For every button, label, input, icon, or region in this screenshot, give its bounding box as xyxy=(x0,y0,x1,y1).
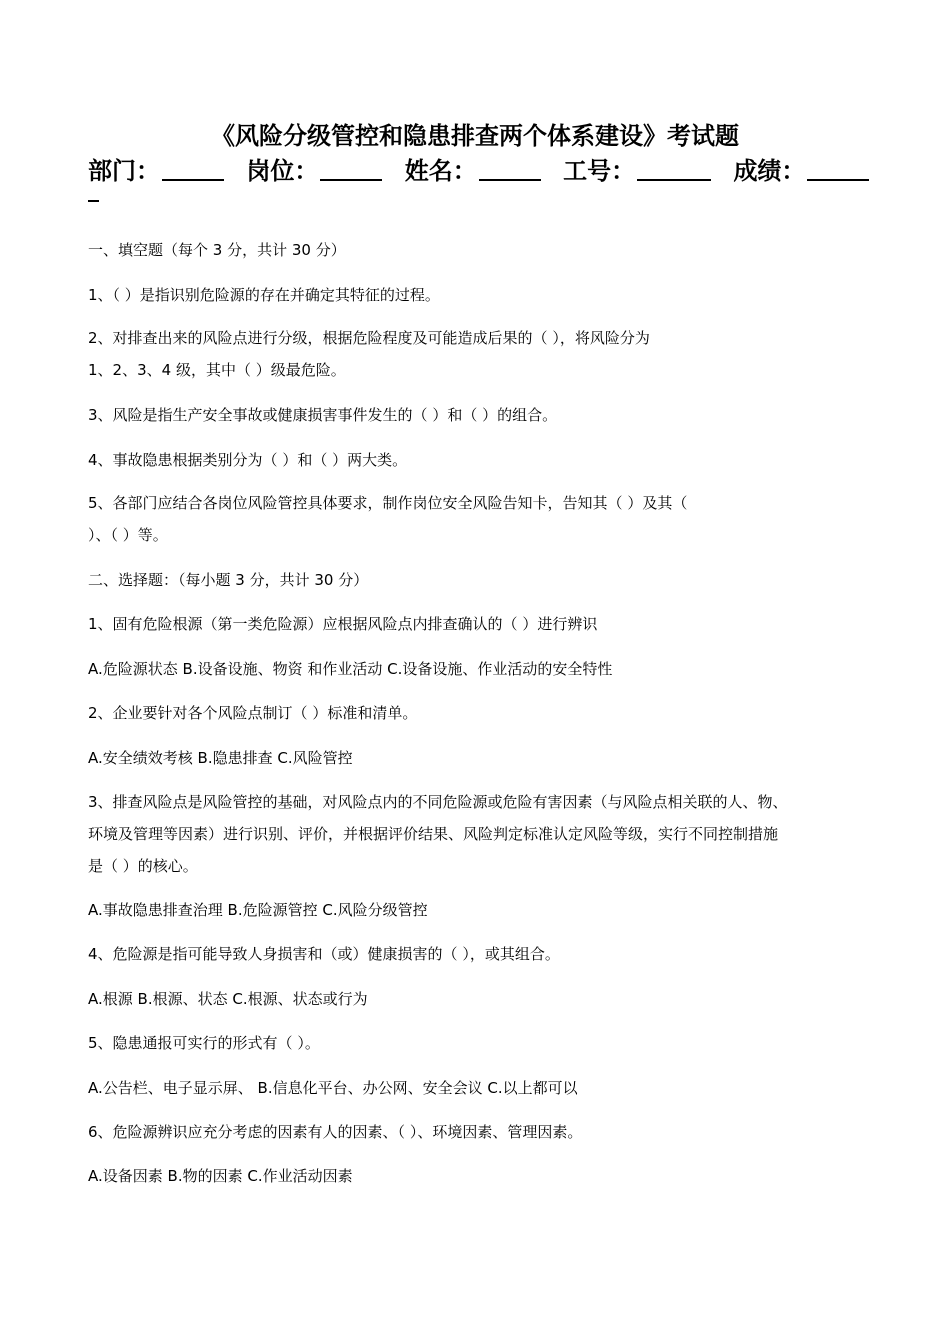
choice-question-2: 2、企业要针对各个风险点制订（ ）标准和清单。 xyxy=(88,704,418,722)
exam-title: 《风险分级管控和隐患排查两个体系建设》考试题 xyxy=(211,122,739,150)
position-blank[interactable] xyxy=(320,155,382,181)
choice-question-3-options: A.事故隐患排查治理 B.危险源管控 C.风险分级管控 xyxy=(88,901,428,919)
fill-in-question-2 xyxy=(88,322,868,386)
name-blank[interactable] xyxy=(479,155,541,181)
name-field xyxy=(405,157,541,185)
fill-in-question-1: 1、（ ）是指识别危险源的存在并确定其特征的过程。 xyxy=(88,286,440,304)
choice-question-1: 1、固有危险根源（第一类危险源）应根据风险点内排查确认的（ ）进行辨识 xyxy=(88,615,598,633)
choice-question-4: 4、危险源是指可能导致人身损害和（或）健康损害的（ ），或其组合。 xyxy=(88,945,560,963)
choice-question-5: 5、隐患通报可实行的形式有（ ）。 xyxy=(88,1034,320,1052)
fill-in-question-2-line-1: 2、对排查出来的风险点进行分级，根据危险程度及可能造成后果的（ ），将风险分为 xyxy=(88,329,650,347)
choice-question-6-options: A.设备因素 B.物的因素 C.作业活动因素 xyxy=(88,1167,353,1185)
employee-id-blank[interactable] xyxy=(637,155,711,181)
choice-question-5-options: A.公告栏、电子显示屏、 B.信息化平台、办公网、安全会议 C.以上都可以 xyxy=(88,1079,578,1097)
choice-question-4-options: A.根源 B.根源、状态 C.根源、状态或行为 xyxy=(88,990,368,1008)
fill-in-question-5 xyxy=(88,487,868,551)
employee-id-label: 工号： xyxy=(563,157,636,185)
employee-id-field xyxy=(563,157,711,185)
fill-in-question-4: 4、事故隐患根据类别分为（ ）和（ ）两大类。 xyxy=(88,451,408,469)
fill-in-question-3: 3、风险是指生产安全事故或健康损害事件发生的（ ）和（ ）的组合。 xyxy=(88,406,558,424)
score-blank-continuation xyxy=(88,200,99,202)
fill-in-question-2-line-2: 1、2、3、4 级，其中（ ）级最危险。 xyxy=(88,361,346,379)
choice-heading: 二、选择题：（每小题 3 分，共计 30 分） xyxy=(88,571,369,589)
department-blank[interactable] xyxy=(162,155,224,181)
choice-question-3 xyxy=(88,786,868,882)
fill-in-heading: 一、填空题（每个 3 分，共计 30 分） xyxy=(88,241,346,259)
name-label: 姓名： xyxy=(404,157,477,185)
position-field xyxy=(246,157,382,185)
score-field xyxy=(733,157,869,185)
score-blank[interactable] xyxy=(807,155,869,181)
choice-question-3-line-2: 环境及管理等因素）进行识别、评价，并根据评价结果、风险判定标准认定风险等级，实行不同控制措施 xyxy=(88,825,779,843)
department-label: 部门： xyxy=(88,157,160,185)
choice-question-3-line-1: 3、排查风险点是风险管控的基础，对风险点内的不同危险源或危险有害因素（与风险点相关联的人、物、 xyxy=(88,793,788,811)
choice-question-6: 6、危险源辨识应充分考虑的因素有人的因素、（ ）、环境因素、管理因素。 xyxy=(88,1123,583,1141)
choice-question-2-options: A.安全绩效考核 B.隐患排查 C.风险管控 xyxy=(88,749,353,767)
fill-in-question-5-line-2: ）、（ ）等。 xyxy=(88,526,168,544)
choice-question-3-line-3: 是（ ）的核心。 xyxy=(88,857,198,875)
score-label: 成绩： xyxy=(733,157,806,185)
fill-in-question-5-line-1: 5、各部门应结合各岗位风险管控具体要求，制作岗位安全风险告知卡，告知其（ ）及其（ xyxy=(88,494,688,512)
choice-question-1-options: A.危险源状态 B.设备设施、物资 和作业活动 C.设备设施、作业活动的安全特性 xyxy=(88,660,613,678)
department-field xyxy=(88,157,224,185)
position-label: 岗位： xyxy=(246,157,319,185)
header-fields xyxy=(88,155,863,187)
